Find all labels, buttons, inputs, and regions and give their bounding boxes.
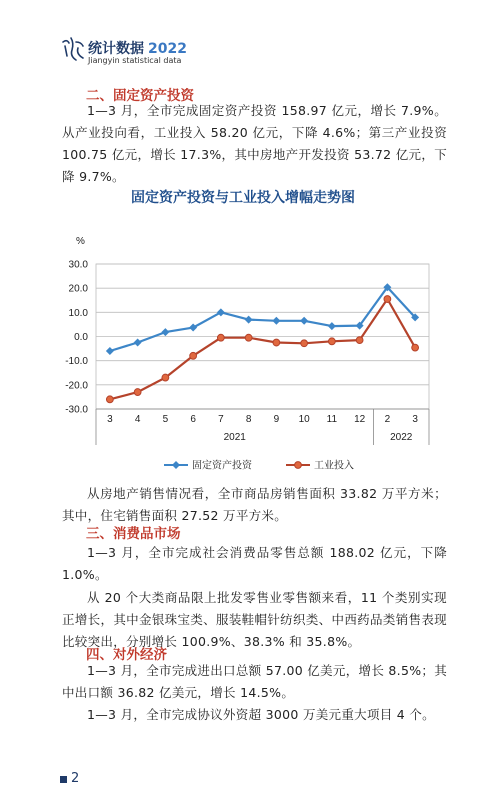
section-heading-consumer-market: 三、消费品市场 bbox=[86, 526, 181, 542]
paragraph-foreign-investment: 1—3 月，全市完成协议外资超 3000 万美元重大项目 4 个。 bbox=[87, 707, 435, 722]
data-point-circle bbox=[106, 396, 113, 403]
y-tick-label: 0.0 bbox=[74, 332, 88, 343]
page-header bbox=[60, 34, 260, 70]
data-point-diamond bbox=[161, 328, 169, 336]
x-tick-label: 8 bbox=[245, 414, 252, 425]
y-tick-label: -10.0 bbox=[65, 356, 88, 368]
paragraph-fixed-assets: 1—3 月，全市完成固定资产投资 158.97 亿元，增长 7.9%。从产业投向看，工业投入 58.20 亿元，下降 4.6%；第三产业投资 100.75 亿元，增长 17.3%，其中房地产开发投资 53.72 亿元，下降 9.7%。 bbox=[62, 103, 447, 184]
x-tick-label: 12 bbox=[354, 414, 366, 425]
data-point-circle bbox=[162, 374, 169, 381]
paragraph-consumer-retail: 1—3 月，全市完成社会消费品零售总额 188.02 亿元，下降 1.0%。 bbox=[62, 545, 447, 582]
data-point-circle bbox=[134, 389, 141, 396]
series-line-1 bbox=[110, 287, 415, 351]
paragraph-real-estate: 从房地产销售情况看，全市商品房销售面积 33.82 万平方米；其中，住宅销售面积 27.52 万平方米。 bbox=[62, 486, 447, 523]
y-tick-label: -20.0 bbox=[65, 380, 88, 392]
data-point-circle bbox=[217, 334, 224, 341]
data-point-diamond bbox=[189, 324, 197, 332]
y-axis-unit: % bbox=[76, 236, 85, 247]
x-tick-label: 6 bbox=[190, 414, 196, 425]
data-point-circle bbox=[301, 340, 308, 347]
x-tick-label: 3 bbox=[412, 414, 418, 425]
data-point-diamond bbox=[134, 339, 142, 347]
x-tick-label: 3 bbox=[107, 414, 113, 425]
y-tick-label: 30.0 bbox=[68, 259, 88, 271]
page-marker-square bbox=[60, 776, 67, 783]
data-point-circle bbox=[273, 339, 280, 346]
x-tick-label: 5 bbox=[162, 414, 169, 425]
paragraph-import-export: 1—3 月，全市完成进出口总额 57.00 亿美元，增长 8.5%；其中出口额 36.82 亿美元，增长 14.5%。 bbox=[62, 663, 447, 700]
data-point-diamond bbox=[106, 347, 114, 355]
x-tick-label: 2 bbox=[384, 414, 391, 425]
section-heading-fixed-assets: 二、固定资产投资 bbox=[86, 88, 194, 104]
x-tick-label: 9 bbox=[273, 414, 280, 425]
legend-label: 工业投入 bbox=[314, 460, 354, 472]
data-point-diamond bbox=[328, 322, 336, 330]
x-tick-label: 4 bbox=[134, 414, 141, 425]
legend-marker-diamond bbox=[172, 461, 180, 469]
y-tick-label: -30.0 bbox=[65, 404, 88, 416]
brand-year: 2022 bbox=[148, 41, 187, 57]
data-point-circle bbox=[356, 337, 363, 344]
data-point-circle bbox=[190, 352, 197, 359]
line-chart bbox=[54, 225, 434, 475]
section-heading-foreign-economy: 四、对外经济 bbox=[86, 647, 167, 663]
legend-label: 固定资产投资 bbox=[192, 460, 252, 472]
data-point-circle bbox=[245, 334, 252, 341]
y-tick-label: 10.0 bbox=[68, 307, 88, 319]
data-point-circle bbox=[412, 344, 419, 351]
calligraphy-logo-icon bbox=[60, 34, 86, 64]
x-tick-label: 10 bbox=[298, 414, 310, 425]
data-point-diamond bbox=[245, 316, 253, 324]
page-number: 2 bbox=[71, 771, 80, 786]
data-point-diamond bbox=[272, 317, 280, 325]
x-group-label: 2021 bbox=[223, 432, 246, 443]
paragraph-consumer-categories: 从 20 个大类商品限上批发零售业零售额来看，11 个类别实现正增长，其中金银珠宝类、服装鞋帽针纺织类、中西药品类销售表现比较突出，分别增长 100.9%、38.3% 和 35.8%。 bbox=[62, 590, 447, 649]
data-point-circle bbox=[384, 296, 391, 303]
legend-marker-circle bbox=[295, 462, 302, 469]
data-point-diamond bbox=[300, 317, 308, 325]
data-point-diamond bbox=[217, 308, 225, 316]
data-point-circle bbox=[328, 338, 335, 345]
brand-title: 统计数据 2022 bbox=[88, 41, 187, 57]
x-group-label: 2022 bbox=[390, 432, 413, 443]
x-tick-label: 11 bbox=[326, 414, 338, 425]
chart-title: 固定资产投资与工业投入增幅走势图 bbox=[131, 190, 355, 206]
x-tick-label: 7 bbox=[218, 414, 224, 425]
y-tick-label: 20.0 bbox=[68, 283, 88, 295]
brand-subtitle: Jiangyin statistical data bbox=[88, 56, 182, 65]
